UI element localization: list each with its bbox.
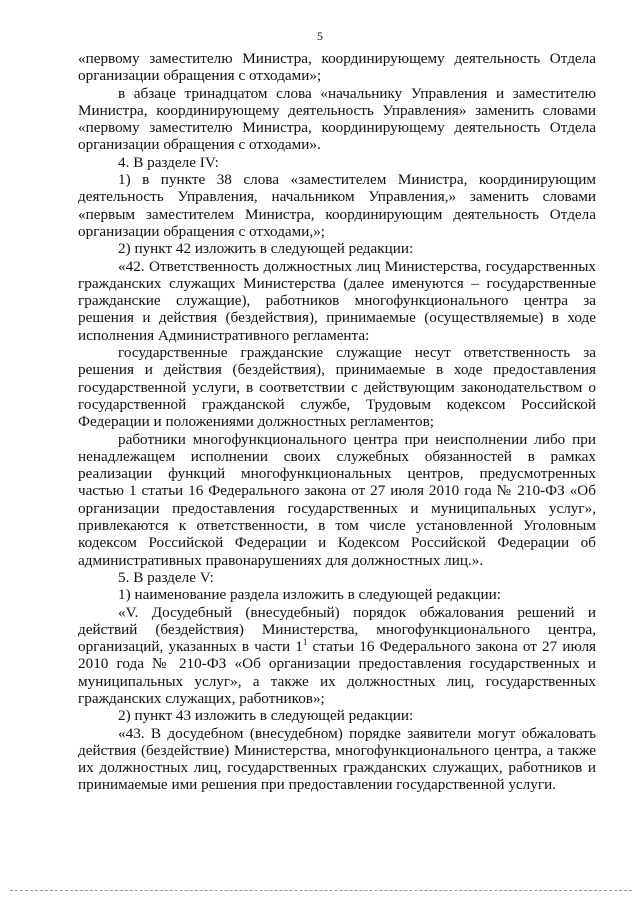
superscript: 1 [302,637,308,648]
paragraph: 2) пункт 43 изложить в следующей редакции: [118,707,414,725]
document-body [78,50,596,794]
paragraph-text-part: «V. Досудебный (внесудебный) порядок обжалования решений и действий (бездействия) Министерства, многофункционального центра, организаций, указанных в части 1 [78,603,596,656]
paragraph: «42. Ответственность должностных лиц Министерства, государственных гражданских служащих Министерства (далее именуются – государственные гражданские служащие), работников многофункционального центра за решения и действия (бездействия), принимаемые (осуществляемые) в ходе исполнения Административного регламента: [78,257,596,344]
paragraph: «43. В досудебном (внесудебном) порядке заявители могут обжаловать действия (бездействие) Министерства, многофункционального центра, а также их должностных лиц, государственных гражданских служащих, работников и принимаемые ими решения при предоставлении государственной услуги. [78,724,596,794]
paragraph: 2) пункт 42 изложить в следующей редакции: [118,240,414,258]
section-heading: 5. В разделе V: [118,568,214,586]
paragraph: в абзаце тринадцатом слова «начальнику Управления и заместителю Министра, координирующему деятельность Управления» заменить словами «первому заместителю Министра, координирующему деятельность Отдела организации обращения с отходами». [78,84,596,154]
paragraph: 1) наименование раздела изложить в следующей редакции: [118,586,502,604]
page-number: 5 [317,29,323,43]
paragraph [78,604,596,708]
paragraph: работники многофункционального центра при неисполнении либо при ненадлежащем исполнении своих служебных обязанностей в рамках реализации функций многофункциональных центров, предусмотренных частью 1 статьи 16 Федерального закона от 27 июля 2010 года № 210-ФЗ «Об организации предоставления государственных и муниципальных услуг», привлекаются к ответственности, в том числе установленной Уголовным кодексом Российской Федерации и Кодексом Российской Федерации об административных правонарушениях для должностных лиц.». [78,430,596,569]
section-heading: 4. В разделе IV: [118,153,219,171]
page-bottom-divider [10,890,632,891]
paragraph: государственные гражданские служащие несут ответственность за решения и действия (бездействия), принимаемые в ходе предоставления государственной услуги, в соответствии с действующим законодательством о государственной гражданской службе, Трудовым кодексом Российской Федерации и положениями должностных регламентов; [78,344,596,431]
paragraph-text-part: статьи 16 Федерального закона от 27 июля 2010 года № 210-ФЗ «Об организации предоставления государственных и муниципальных услуг», а также их должностных лиц, государственных гражданских служащих, работников»; [78,638,597,707]
paragraph: 1) в пункте 38 слова «заместителем Министра, координирующим деятельность Управления, начальником Управления,» заменить словами «первым заместителем Министра, координирующим деятельность Отдела организации обращения с отходами,»; [78,171,596,240]
paragraph: «первому заместителю Министра, координирующему деятельность Отдела организации обращения с отходами»; [78,50,596,85]
